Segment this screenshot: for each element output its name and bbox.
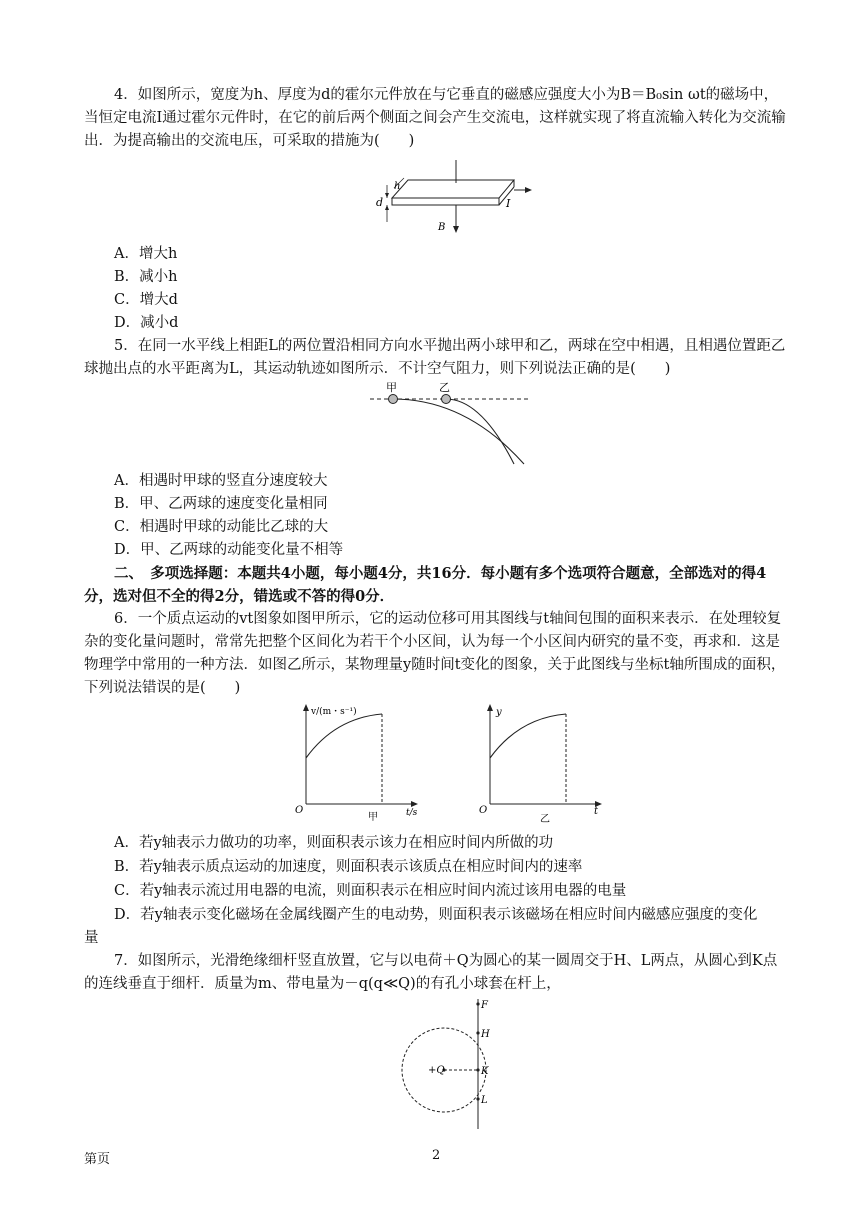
graph-yi-origin: O	[479, 805, 488, 816]
label-yi: 乙	[439, 381, 450, 394]
q5-option-a: A．相遇时甲球的竖直分速度较大	[114, 473, 328, 489]
graph-yi-xlabel: t	[594, 806, 599, 817]
q6-option-d: D．若y轴表示变化磁场在金属线圈产生的电动势，则面积表示该磁场在相应时间内磁感应强度的变化	[114, 907, 758, 923]
q4-option-b: B．减小h	[114, 269, 178, 285]
label-B: B	[438, 222, 446, 233]
question-4-stem: 4．如图所示，宽度为h、厚度为d的霍尔元件放在与它垂直的磁感应强度大小为B＝B₀sin ωt的磁场中，当恒定电流I通过霍尔元件时，在它的前后两个侧面之间会产生交流电，这样就实现了将直流输入转化为交流输出．为提高输出的交流电压，可采取的措施为( )	[84, 87, 786, 149]
projectile-figure	[366, 378, 534, 468]
q6-option-b: B．若y轴表示质点运动的加速度，则面积表示该质点在相应时间内的速率	[114, 859, 583, 875]
label-plus-Q: +Q	[428, 1065, 445, 1076]
label-I: I	[506, 197, 511, 210]
label-jia: 甲	[386, 381, 397, 394]
label-K: K	[481, 1066, 489, 1077]
graph-jia-xlabel: t/s	[406, 808, 418, 818]
q5-option-d: D．甲、乙两球的动能变化量不相等	[114, 542, 344, 558]
graph-jia-ylabel: v/(m・s⁻¹)	[311, 707, 357, 717]
q6-option-d-cont: 量	[84, 930, 99, 946]
section-2-heading: 二、 多项选择题：本题共4小题，每小题4分，共16分．每小题有多个选项符合题意，全部选对的得4分，选对但不全的得2分，错选或不答的得0分．	[84, 565, 767, 605]
page-number: 2	[432, 1148, 441, 1163]
graph-yi-ylabel: y	[496, 707, 502, 718]
q4-option-d: D．减小d	[114, 315, 179, 331]
question-5-stem: 5．在同一水平线上相距L的两位置沿相同方向水平抛出两小球甲和乙，两球在空中相遇，且相遇位置距乙球抛出点的水平距离为L，其运动轨迹如图所示．不计空气阻力，则下列说法正确的是( )	[84, 338, 786, 377]
charge-circle-figure	[400, 995, 510, 1133]
q4-option-c: C．增大d	[114, 292, 178, 308]
question-7-stem: 7．如图所示，光滑绝缘细杆竖直放置，它与以电荷＋Q为圆心的某一圆周交于H、L两点，从圆心到K点的连线垂直于细杆．质量为m、带电量为－q(q≪Q)的有孔小球套在杆上，	[84, 953, 778, 992]
vt-graph-jia	[290, 700, 430, 825]
graph-yi-caption: 乙	[540, 814, 550, 825]
label-L: L	[481, 1095, 488, 1106]
q5-option-b: B．甲、乙两球的速度变化量相同	[114, 496, 328, 512]
q5-option-c: C．相遇时甲球的动能比乙球的大	[114, 519, 329, 535]
label-h: h	[394, 181, 401, 192]
yt-graph-yi	[474, 700, 614, 825]
label-F: F	[481, 1000, 488, 1011]
q6-option-c: C．若y轴表示流过用电器的电流，则面积表示在相应时间内流过该用电器的电量	[114, 883, 627, 899]
graph-jia-caption: 甲	[368, 812, 378, 823]
q4-option-a: A．增大h	[114, 246, 178, 262]
graph-jia-origin: O	[295, 805, 304, 816]
label-d: d	[376, 196, 384, 209]
label-H: H	[481, 1029, 490, 1040]
q6-option-a: A．若y轴表示力做功的功率，则面积表示该力在相应时间内所做的功	[114, 835, 554, 851]
hall-element-figure	[368, 160, 538, 236]
question-6-stem: 6．一个质点运动的vt图象如图甲所示，它的运动位移可用其图线与t轴间包围的面积来表示．在处理较复杂的变化量问题时，常常先把整个区间化为若干个小区间，认为每一个小区间内研究的量不变，再求和．这是物理学中常用的一种方法．如图乙所示，某物理量y随时间t变化的图象，关于此图线与坐标t轴所围成的面积，下列说法错误的是( )	[84, 611, 786, 696]
footer-label: 第页	[84, 1152, 111, 1167]
